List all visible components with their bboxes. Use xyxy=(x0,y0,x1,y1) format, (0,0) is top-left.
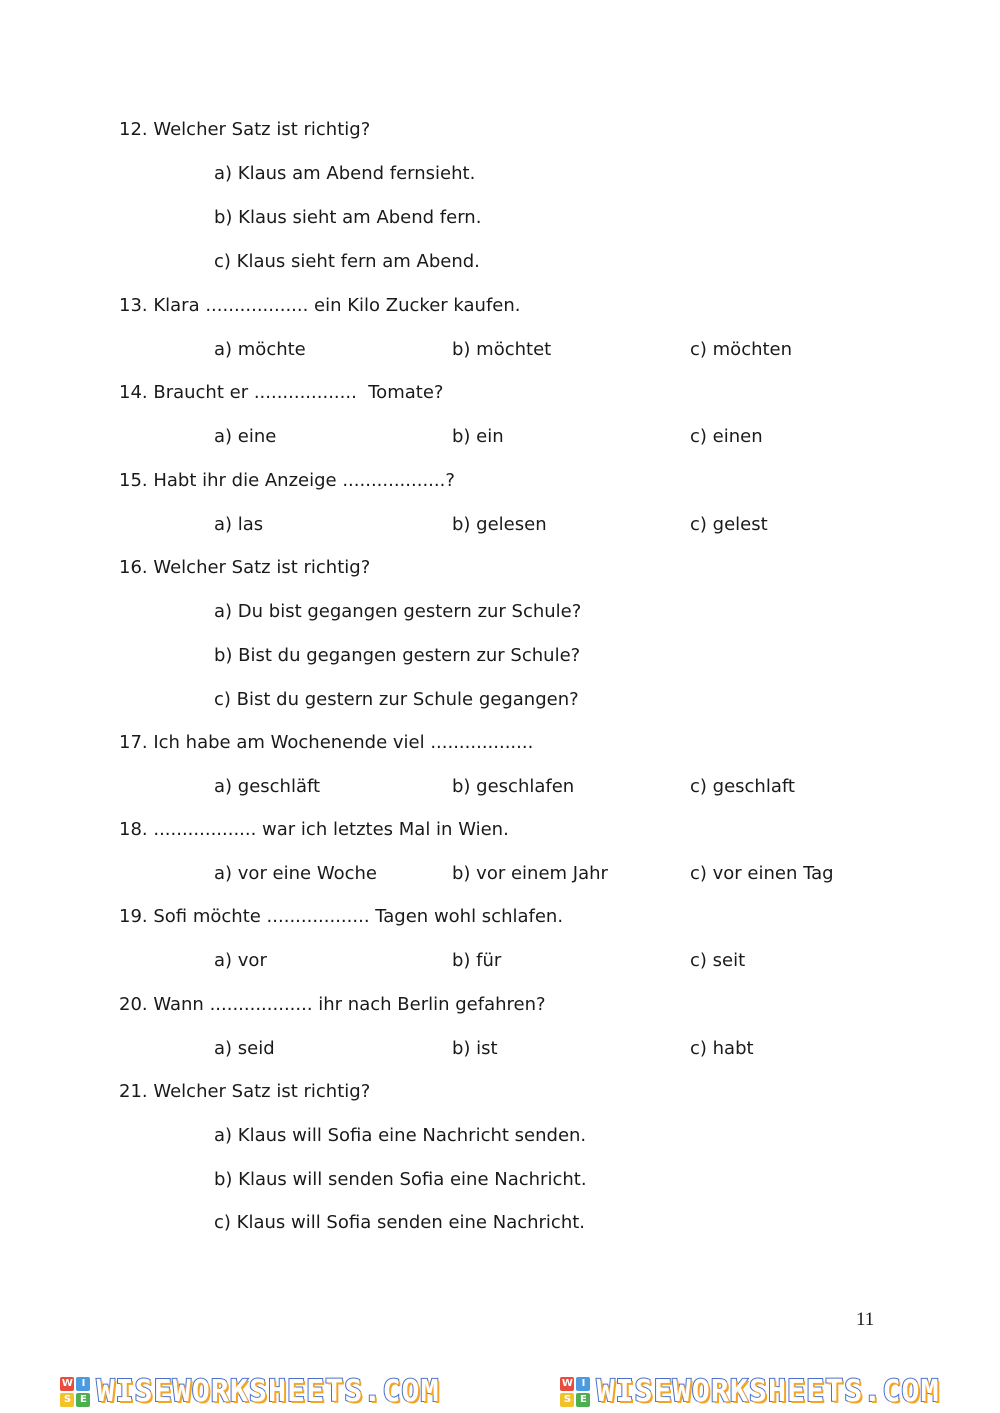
option-17a: a) geschläft xyxy=(214,776,321,797)
option-15a: a) las xyxy=(214,514,264,535)
question-12: 12. Welcher Satz ist richtig? xyxy=(119,119,371,140)
question-14: 14. Braucht er .................. Tomate? xyxy=(119,382,444,403)
logo-icon xyxy=(60,1377,90,1407)
option-14b: b) ein xyxy=(452,426,504,447)
logo-tile: I xyxy=(76,1377,90,1391)
option-18c: c) vor einen Tag xyxy=(690,863,834,884)
option-12c: c) Klaus sieht fern am Abend. xyxy=(214,251,480,272)
option-13a: a) möchte xyxy=(214,339,306,360)
option-12b: b) Klaus sieht am Abend fern. xyxy=(214,207,482,228)
logo-tile: S xyxy=(560,1393,574,1407)
logo-tile: W xyxy=(61,1378,73,1389)
option-19c: c) seit xyxy=(690,950,746,971)
question-17: 17. Ich habe am Wochenende viel .................. xyxy=(119,732,534,753)
page-number: 11 xyxy=(856,1309,875,1330)
option-15c: c) gelest xyxy=(690,514,768,535)
question-15: 15. Habt ihr die Anzeige ..................? xyxy=(119,470,455,491)
option-13c: c) möchten xyxy=(690,339,793,360)
option-20a: a) seid xyxy=(214,1038,275,1059)
option-19b: b) für xyxy=(452,950,502,971)
option-14c: c) einen xyxy=(690,426,763,447)
logo-icon xyxy=(560,1377,590,1407)
option-16a: a) Du bist gegangen gestern zur Schule? xyxy=(214,601,582,622)
question-16: 16. Welcher Satz ist richtig? xyxy=(119,557,371,578)
option-20c: c) habt xyxy=(690,1038,754,1059)
option-18a: a) vor eine Woche xyxy=(214,863,377,884)
option-13b: b) möchtet xyxy=(452,339,552,360)
option-17c: c) geschlaft xyxy=(690,776,795,797)
logo-tile: S xyxy=(60,1393,74,1407)
option-20b: b) ist xyxy=(452,1038,498,1059)
option-21b: b) Klaus will senden Sofia eine Nachricht. xyxy=(214,1169,587,1190)
logo-tile: E xyxy=(576,1393,590,1407)
footer-watermark xyxy=(0,1370,1000,1413)
option-15b: b) gelesen xyxy=(452,514,547,535)
option-12a: a) Klaus am Abend fernsieht. xyxy=(214,163,476,184)
logo-tile: W xyxy=(561,1378,573,1389)
question-18: 18. .................. war ich letztes Mal in Wien. xyxy=(119,819,509,840)
question-13: 13. Klara .................. ein Kilo Zucker kaufen. xyxy=(119,295,521,316)
option-17b: b) geschlafen xyxy=(452,776,575,797)
option-14a: a) eine xyxy=(214,426,277,447)
option-16b: b) Bist du gegangen gestern zur Schule? xyxy=(214,645,581,666)
option-18b: b) vor einem Jahr xyxy=(452,863,608,884)
option-21c: c) Klaus will Sofia senden eine Nachricht. xyxy=(214,1212,586,1233)
question-20: 20. Wann .................. ihr nach Berlin gefahren? xyxy=(119,994,546,1015)
logo-tile: E xyxy=(76,1393,90,1407)
option-16c: c) Bist du gestern zur Schule gegangen? xyxy=(214,689,579,710)
question-21: 21. Welcher Satz ist richtig? xyxy=(119,1081,371,1102)
option-21a: a) Klaus will Sofia eine Nachricht senden. xyxy=(214,1125,587,1146)
option-19a: a) vor xyxy=(214,950,267,971)
brand-logo xyxy=(60,1374,439,1409)
question-19: 19. Sofi möchte .................. Tagen wohl schlafen. xyxy=(119,906,564,927)
brand-text: WISEWORKSHEETS.COM xyxy=(596,1374,940,1409)
logo-tile: I xyxy=(576,1377,590,1391)
brand-text: WISEWORKSHEETS.COM xyxy=(96,1374,440,1409)
brand-logo xyxy=(560,1374,939,1409)
